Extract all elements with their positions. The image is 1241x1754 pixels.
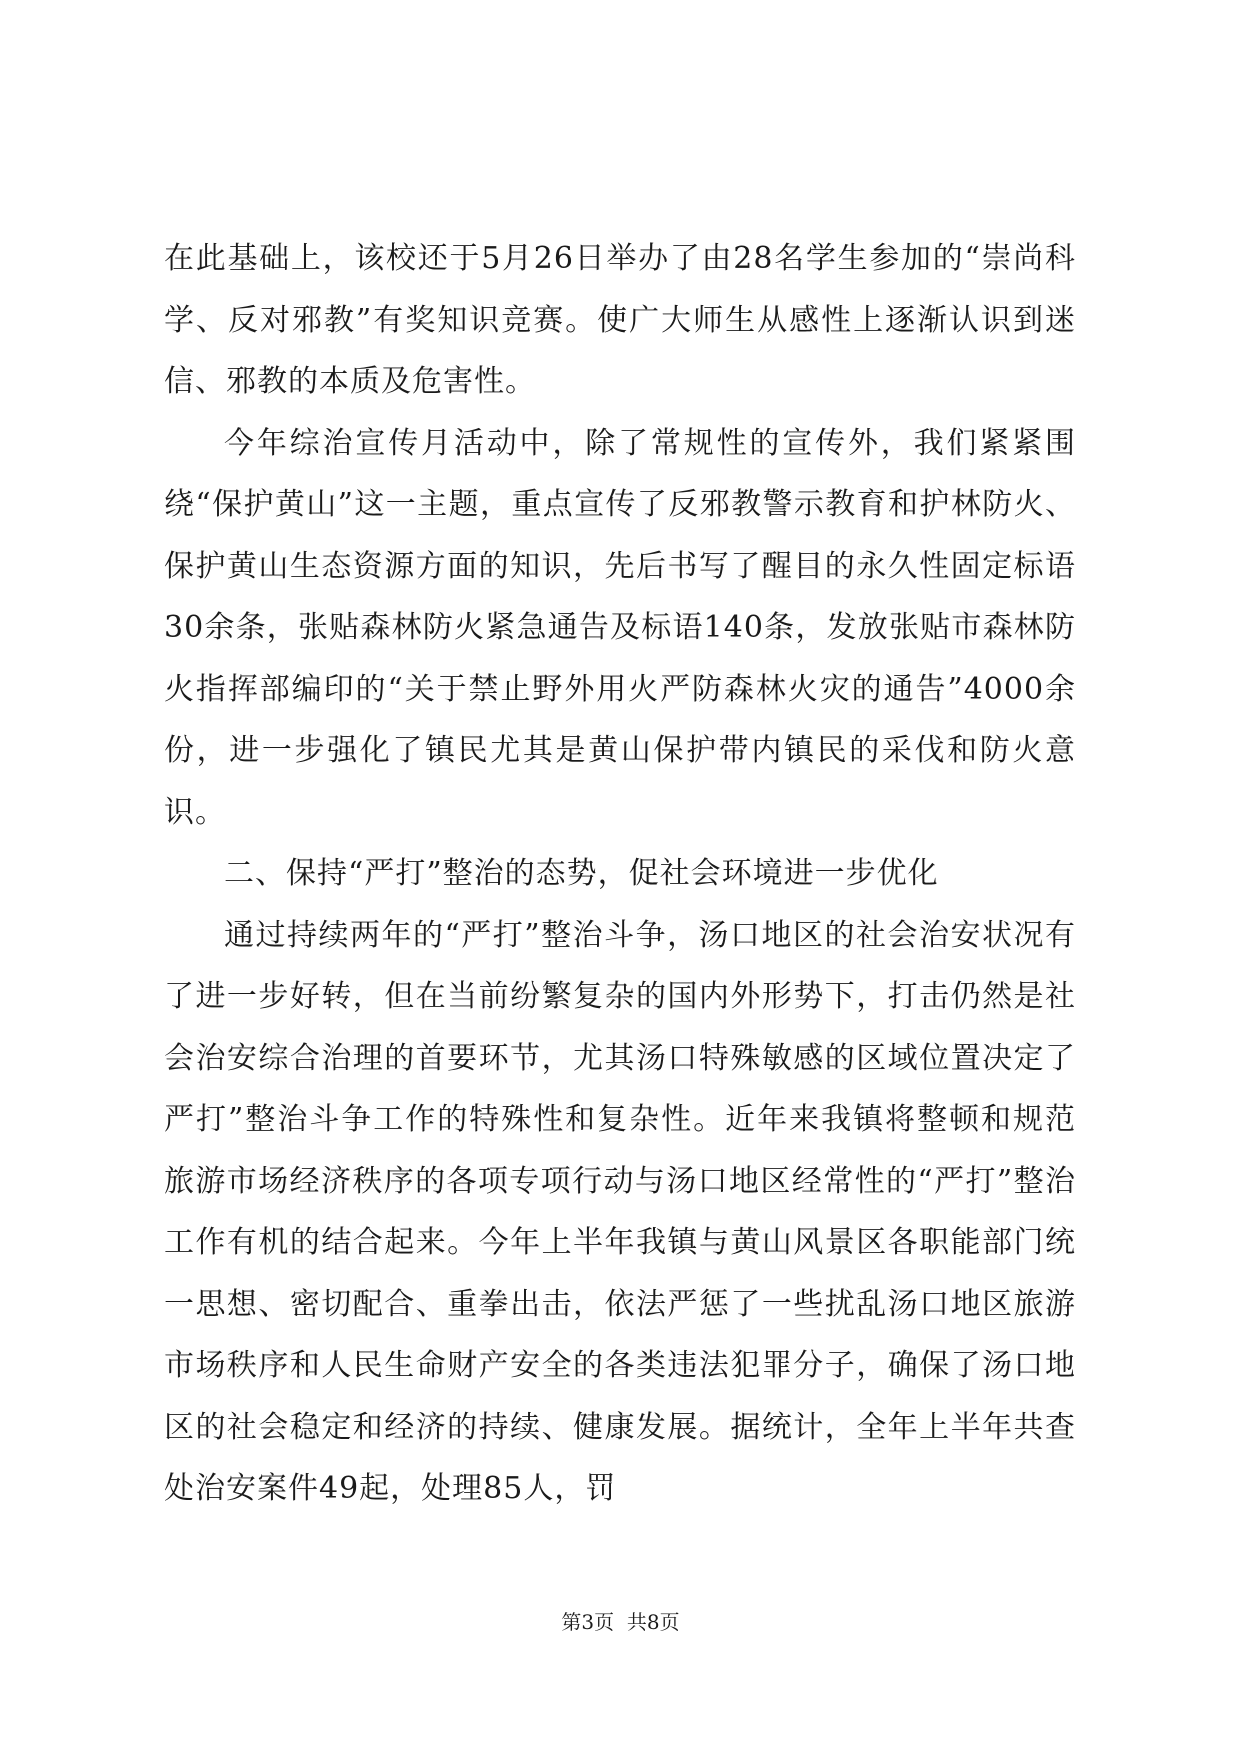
page-number-footer: 第3页 共8页	[561, 1610, 680, 1634]
document-body	[164, 228, 1076, 1520]
section-heading: 二、保持“严打”整治的态势，促社会环境进一步优化	[224, 856, 939, 891]
paragraph-3: 通过持续两年的“严打”整治斗争，汤口地区的社会治安状况有了进一步好转，但在当前纷繁复杂的国内外形势下，打击仍然是社会治安综合治理的首要环节，尤其汤口特殊敏感的区域位置决定了严打”整治斗争工作的特殊性和复杂性。近年来我镇将整顿和规范旅游市场经济秩序的各项专项行动与汤口地区经常性的“严打”整治工作有机的结合起来。今年上半年我镇与黄山风景区各职能部门统一思想、密切配合、重拳出击，依法严惩了一些扰乱汤口地区旅游市场秩序和人民生命财产安全的各类违法犯罪分子，确保了汤口地区的社会稳定和经济的持续、健康发展。据统计，全年上半年共查处治安案件49起，处理85人，罚	[164, 917, 1076, 1506]
paragraph-1: 在此基础上，该校还于5月26日举办了由28名学生参加的“崇尚科学、反对邪教”有奖知识竞赛。使广大师生从感性上逐渐认识到迷信、邪教的本质及危害性。	[164, 241, 1076, 399]
paragraph-2: 今年综治宣传月活动中，除了常规性的宣传外，我们紧紧围绕“保护黄山”这一主题，重点宣传了反邪教警示教育和护林防火、保护黄山生态资源方面的知识，先后书写了醒目的永久性固定标语30余条，张贴森林防火紧急通告及标语140条，发放张贴市森林防火指挥部编印的“关于禁止野外用火严防森林火灾的通告”4000余份，进一步强化了镇民尤其是黄山保护带内镇民的采伐和防火意识。	[164, 425, 1076, 830]
